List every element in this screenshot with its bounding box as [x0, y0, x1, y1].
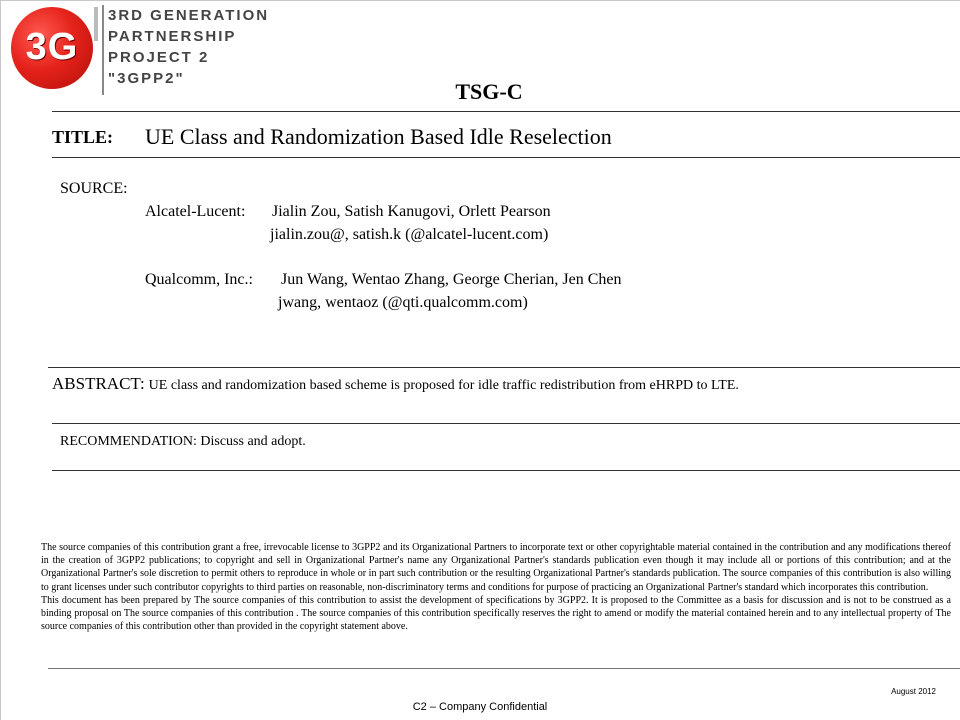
logo-line-3: PROJECT 2	[108, 49, 210, 66]
group-heading: TSG-C	[455, 79, 523, 104]
document-date: August 2012	[891, 687, 936, 696]
source-company-qualcomm: Qualcomm, Inc.:	[145, 271, 253, 288]
abstract-label: ABSTRACT:	[52, 374, 145, 393]
divider-bottom	[52, 470, 960, 471]
abstract-text: UE class and randomization based scheme is proposed for idle traffic redistribution from eHRPD to LTE.	[148, 378, 739, 393]
source-label: SOURCE:	[60, 180, 128, 197]
legal-paragraph-copyright: The source companies of this contribution grant a free, irrevocable license to 3GPP2 and its Organizational Partners to incorporate text or other copyrightable material contained in the contribution and any modifications thereof in the creation of 3GPP2 publications; to copyright and sell in Organizational Partner's name any Organizational Partner's standards publication even though it may include all or portions of this contribution; and at the Organizational Partner's sole discretion to permit others to reproduce in whole or in part such contribution or the resulting Organizational Partner's standards publication. The source companies of this contribution is also willing to grant licenses under such contributor copyrights to third parties on reasonable, non-discriminatory terms and conditions for purpose of practicing an Organizational Partner's standard which incorporates this contribution.	[41, 542, 951, 593]
legal-paragraph-purpose: This document has been prepared by The source companies of this contribution to assist the development of specifications by 3GPP2. It is proposed to the Committee as a basis for discussion and is not to be construed as a binding proposal on The source companies of this contribution . The source companies of this contribution specifically reserves the right to amend or modify the material contained herein and to any intellectual property of The source companies of this contribution other than provided in the copyright statement above.	[41, 594, 951, 633]
frame-top-border	[0, 0, 960, 1]
source-emails-alcatel: jialin.zou@, satish.k (@alcatel-lucent.com)	[270, 226, 549, 243]
document-title: UE Class and Randomization Based Idle Reselection	[145, 124, 612, 149]
divider-title	[52, 157, 960, 158]
recommendation: RECOMMENDATION: Discuss and adopt.	[60, 434, 306, 449]
logo-mark: 3G	[25, 26, 79, 68]
logo-line-2: PARTNERSHIP	[108, 28, 237, 45]
source-authors-qualcomm: Jun Wang, Wentao Zhang, George Cherian, Jen Chen	[281, 271, 622, 288]
source-company-alcatel: Alcatel-Lucent:	[145, 203, 246, 220]
legal-notice	[41, 541, 951, 633]
logo-line-4: "3GPP2"	[108, 70, 185, 87]
divider-footer	[48, 668, 960, 669]
frame-left-border	[0, 0, 1, 720]
logo-line-1: 3RD GENERATION	[108, 7, 270, 24]
divider-abstract	[48, 367, 960, 368]
logo-text	[108, 5, 269, 89]
abstract	[52, 374, 739, 394]
source-authors-alcatel: Jialin Zou, Satish Kanugovi, Orlett Pearson	[272, 203, 551, 220]
divider-recommendation	[52, 423, 960, 424]
divider-top	[52, 111, 960, 112]
source-emails-qualcomm: jwang, wentaoz (@qti.qualcomm.com)	[278, 294, 528, 311]
logo-accent-bar	[94, 7, 98, 41]
confidentiality-footer: C2 – Company Confidential	[412, 701, 548, 713]
title-label: TITLE:	[52, 127, 114, 147]
